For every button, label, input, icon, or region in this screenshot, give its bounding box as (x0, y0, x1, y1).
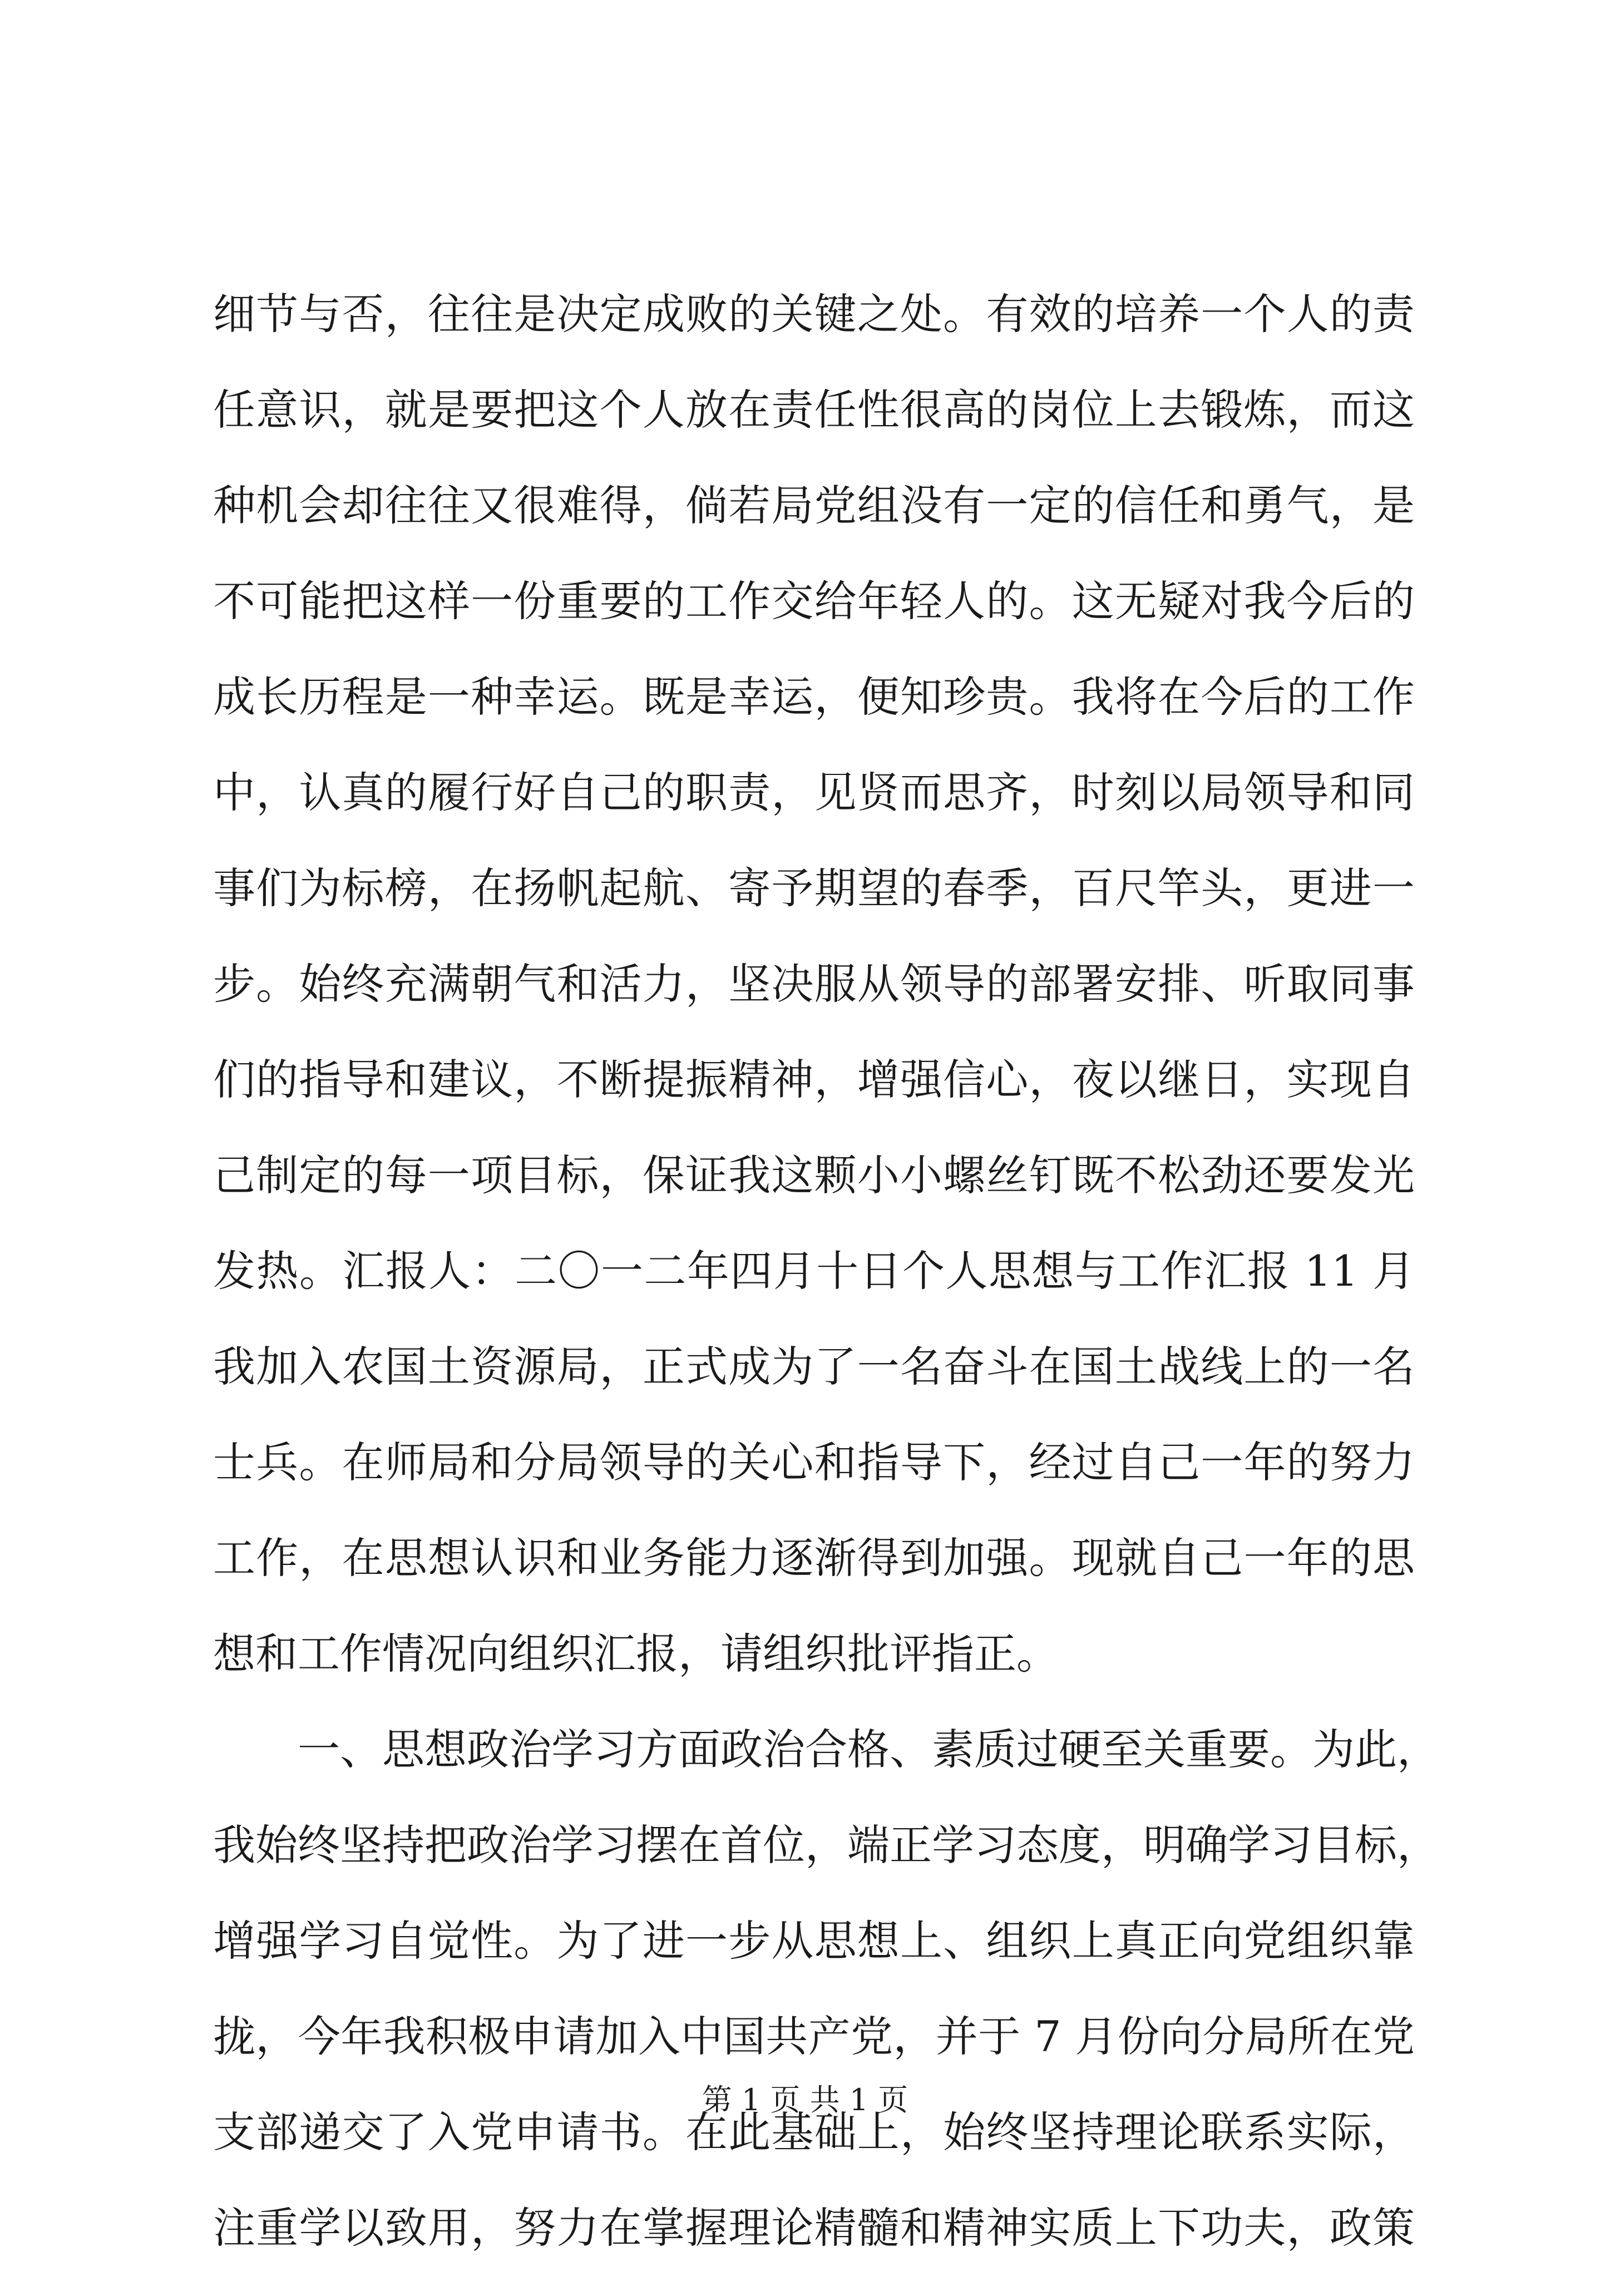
text-line: 种机会却往往又很难得，倘若局党组没有一定的信任和勇气，是 (213, 481, 1415, 530)
text-line: 增强学习自觉性。为了进一步从思想上、组织上真正向党组织靠 (213, 1916, 1415, 1966)
text-line: 不可能把这样一份重要的工作交给年轻人的。这无疑对我今后的 (213, 576, 1415, 626)
text-line: 成长历程是一种幸运。既是幸运，便知珍贵。我将在今后的工作 (213, 672, 1415, 722)
text-line: 任意识，就是要把这个人放在责任性很高的岗位上去锻炼，而这 (213, 385, 1415, 434)
text-line: 发热。汇报人：二〇一二年四月十日个人思想与工作汇报 11 月 (213, 1246, 1415, 1296)
text-line: 士兵。在师局和分局领导的关心和指导下，经过自己一年的努力 (213, 1438, 1415, 1487)
text-line: 们的指导和建议，不断提振精神，增强信心，夜以继日，实现自 (213, 1055, 1415, 1104)
text-line: 一、思想政治学习方面政治合格、素质过硬至关重要。为此， (213, 1725, 1439, 1774)
text-line: 拢，今年我积极申请加入中国共产党，并于 7 月份向分局所在党 (213, 2012, 1415, 2061)
text-line: 工作，在思想认识和业务能力逐渐得到加强。现就自己一年的思 (213, 1533, 1415, 1583)
text-line: 细节与否，往往是决定成败的关键之处。有效的培养一个人的责 (213, 289, 1415, 339)
text-line: 己制定的每一项目标，保证我这颗小小螺丝钉既不松劲还要发光 (213, 1151, 1415, 1200)
text-line: 注重学以致用，努力在掌握理论精髓和精神实质上下功夫，政策 (213, 2203, 1415, 2253)
text-line: 想和工作情况向组织汇报，请组织批评指正。 (213, 1629, 1059, 1678)
page-footer: 第 1 页 共 1 页 (702, 2082, 908, 2117)
text-line: 事们为标榜，在扬帆起航、寄予期望的春季，百尺竿头，更进一 (213, 863, 1415, 913)
text-line: 中，认真的履行好自己的职责，见贤而思齐，时刻以局领导和同 (213, 768, 1415, 817)
text-line: 支部递交了入党申请书。在此基础上，始终坚持理论联系实际， (213, 2107, 1415, 2157)
body-text (213, 287, 1439, 2296)
text-line: 步。始终充满朝气和活力，坚决服从领导的部署安排、听取同事 (213, 959, 1415, 1009)
text-line: 我始终坚持把政治学习摆在首位，端正学习态度，明确学习目标， (213, 1820, 1439, 1870)
text-line: 我加入农国土资源局，正式成为了一名奋斗在国土战线上的一名 (213, 1342, 1415, 1391)
